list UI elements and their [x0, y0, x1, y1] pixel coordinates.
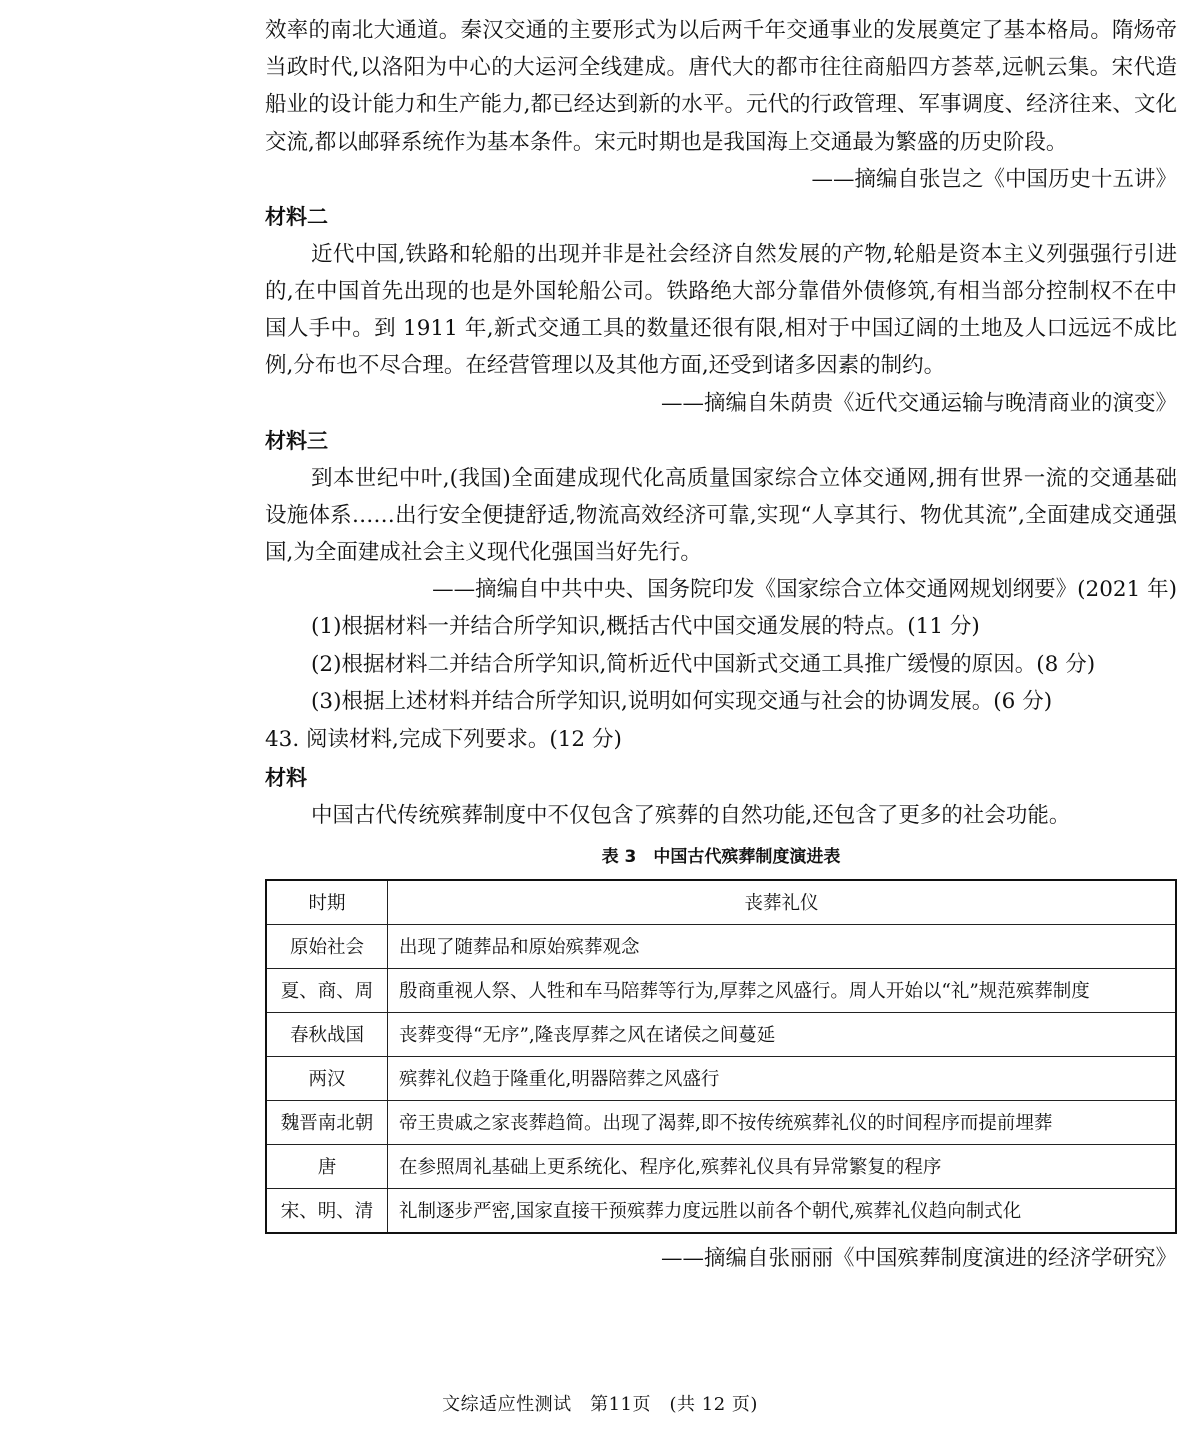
question-1: (1)根据材料一并结合所学知识,概括古代中国交通发展的特点。(11 分): [311, 614, 980, 640]
column-header-rites: 丧葬礼仪: [388, 880, 1177, 925]
table-source: ——摘编自张丽丽《中国殡葬制度演进的经济学研究》: [660, 1245, 1177, 1271]
rites-cell: 丧葬变得“无序”,隆丧厚葬之风在诸侯之间蔓延: [388, 1012, 1177, 1056]
material-text: 中国古代传统殡葬制度中不仅包含了殡葬的自然功能,还包含了更多的社会功能。: [311, 802, 1071, 828]
table-caption: 表 3 中国古代殡葬制度演进表: [601, 846, 841, 867]
table-row: [266, 1056, 1176, 1100]
question-3: (3)根据上述材料并结合所学知识,说明如何实现交通与社会的协调发展。(6 分): [311, 689, 1053, 715]
rites-cell: 殷商重视人祭、人牲和车马陪葬等行为,厚葬之风盛行。周人开始以“礼”规范殡葬制度: [388, 968, 1177, 1012]
rites-cell: 出现了随葬品和原始殡葬观念: [388, 924, 1177, 968]
period-cell: 魏晋南北朝: [266, 1100, 388, 1144]
material-title: 材料: [265, 765, 307, 790]
question-2: (2)根据材料二并结合所学知识,简析近代中国新式交通工具推广缓慢的原因。(8 分): [311, 651, 1096, 677]
column-header-period: 时期: [266, 880, 388, 925]
material1-source: ——摘编自张岂之《中国历史十五讲》: [811, 166, 1177, 192]
table-row: [266, 1012, 1176, 1056]
period-cell: 春秋战国: [266, 1012, 388, 1056]
material1-text: 效率的南北大通道。秦汉交通的主要形式为以后两千年交通事业的发展奠定了基本格局。隋炀帝当政时代,以洛阳为中心的大运河全线建成。唐代大的都市往往商船四方荟萃,远帆云集。宋代造船业的设计能力和生产能力,都已经达到新的水平。元代的行政管理、军事调度、经济往来、文化交流,都以邮驿系统作为基本条件。宋元时期也是我国海上交通最为繁盛的历史阶段。: [265, 18, 1177, 155]
material2-source: ——摘编自朱荫贵《近代交通运输与晚清商业的演变》: [660, 390, 1177, 416]
table-row: [266, 924, 1176, 968]
table-header-row: [266, 880, 1176, 925]
period-cell: 宋、明、清: [266, 1188, 388, 1233]
material3-title: 材料三: [265, 428, 328, 453]
page-footer: 文综适应性测试 第11页 (共 12 页): [442, 1394, 758, 1415]
rites-cell: 礼制逐步严密,国家直接干预殡葬力度远胜以前各个朝代,殡葬礼仪趋向制式化: [388, 1188, 1177, 1233]
material3-text: 到本世纪中叶,(我国)全面建成现代化高质量国家综合立体交通网,拥有世界一流的交通基础设施体系……出行安全便捷舒适,物流高效经济可靠,实现“人享其行、物优其流”,全面建成交通强国,为全面建成社会主义现代化强国当好先行。: [265, 465, 1177, 566]
funeral-system-table: [265, 879, 1177, 1234]
material2-title: 材料二: [265, 204, 328, 229]
table-row: [266, 968, 1176, 1012]
rites-cell: 殡葬礼仪趋于隆重化,明器陪葬之风盛行: [388, 1056, 1177, 1100]
question-43: 43. 阅读材料,完成下列要求。(12 分): [265, 726, 622, 752]
period-cell: 夏、商、周: [266, 968, 388, 1012]
table-row: [266, 1100, 1176, 1144]
material2-text: 近代中国,铁路和轮船的出现并非是社会经济自然发展的产物,轮船是资本主义列强强行引进的,在中国首先出现的也是外国轮船公司。铁路绝大部分靠借外债修筑,有相当部分控制权不在中国人手中。到 1911 年,新式交通工具的数量还很有限,相对于中国辽阔的土地及人口远远不成比例,分布也不尽合理。在经营管理以及其他方面,还受到诸多因素的制约。: [265, 241, 1177, 379]
table-row: [266, 1144, 1176, 1188]
period-cell: 两汉: [266, 1056, 388, 1100]
material3-source: ——摘编自中共中央、国务院印发《国家综合立体交通网规划纲要》(2021 年): [432, 577, 1177, 603]
period-cell: 原始社会: [266, 924, 388, 968]
rites-cell: 在参照周礼基础上更系统化、程序化,殡葬礼仪具有异常繁复的程序: [388, 1144, 1177, 1188]
rites-cell: 帝王贵戚之家丧葬趋简。出现了渴葬,即不按传统殡葬礼仪的时间程序而提前埋葬: [388, 1100, 1177, 1144]
period-cell: 唐: [266, 1144, 388, 1188]
table-row: [266, 1188, 1176, 1233]
exam-page: [265, 0, 1177, 1277]
